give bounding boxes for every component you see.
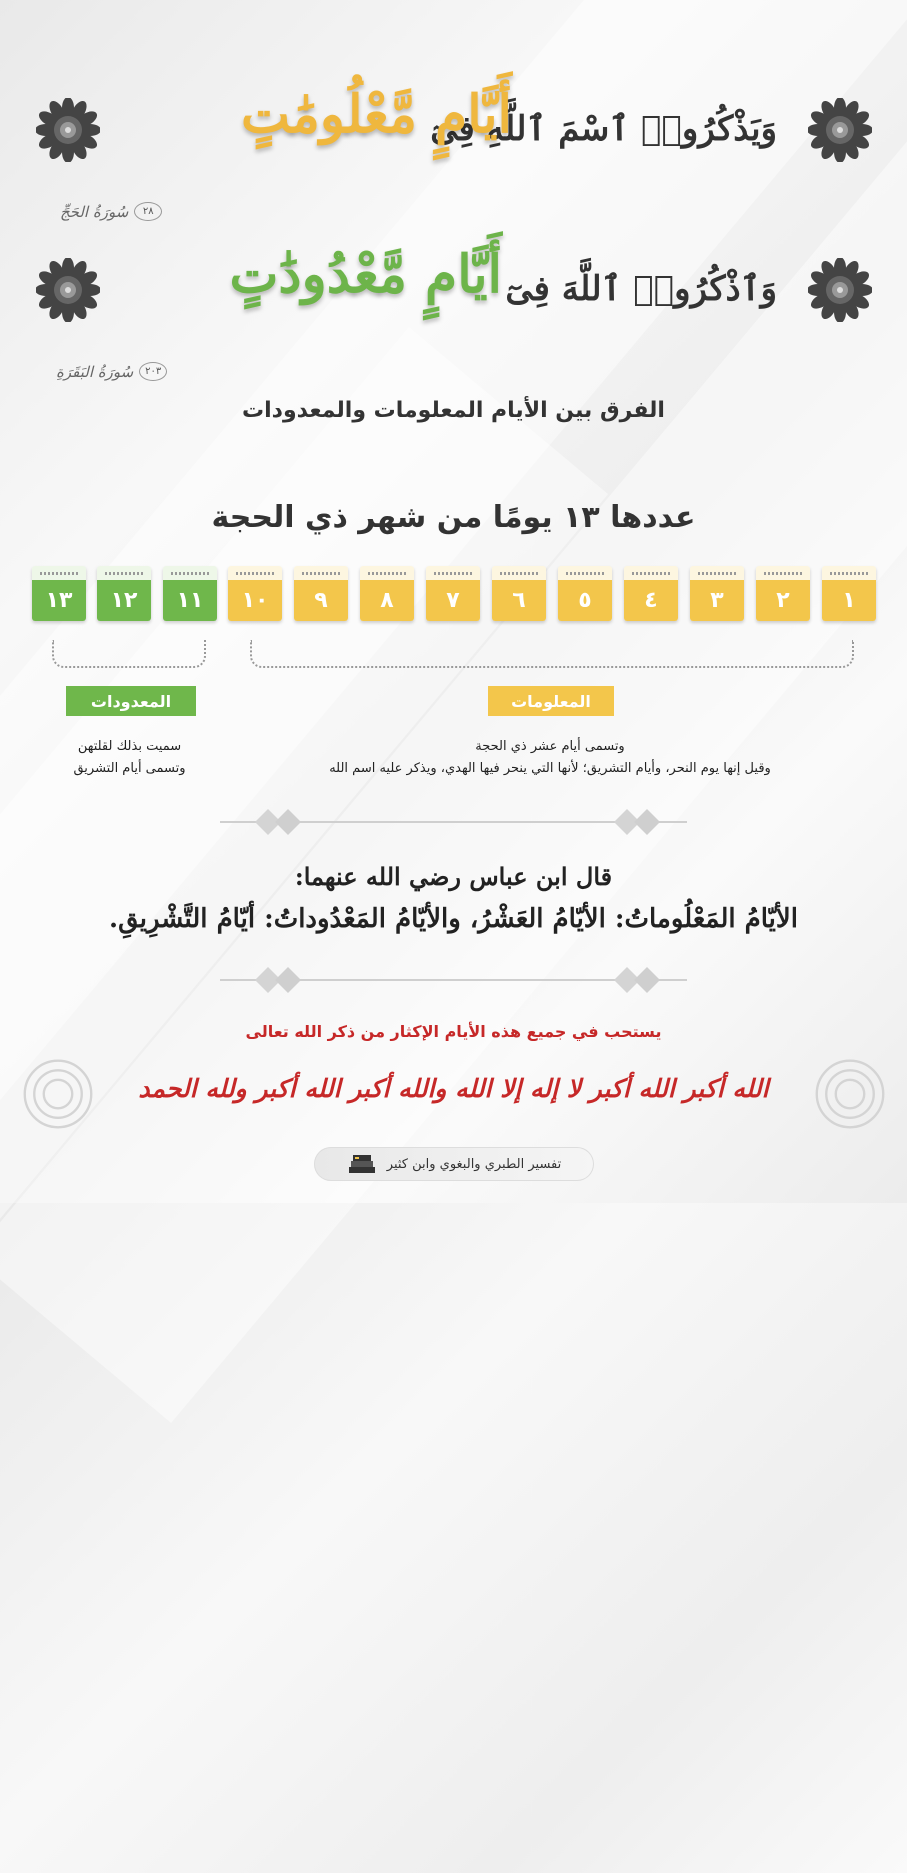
ornamental-divider: [220, 802, 687, 842]
day-number: ٢: [756, 580, 810, 621]
day-number: ٦: [492, 580, 546, 621]
surah-name: سُورَةُ الحَجِّ: [60, 202, 129, 221]
verse2-surah-ref: [56, 362, 167, 381]
verse2-prefix: وَٱذْكُرُوا۟ ٱللَّهَ فِىٓ: [505, 269, 777, 309]
day-tile: [360, 566, 414, 621]
day-tile: [558, 566, 612, 621]
day-number: ٤: [624, 580, 678, 621]
day-number: ١٣: [32, 580, 86, 621]
day-number: ١٠: [228, 580, 282, 621]
day-number: ٧: [426, 580, 480, 621]
count-heading: عددها ١٣ يومًا من شهر ذي الحجة: [211, 500, 696, 535]
day-tile: [624, 566, 678, 621]
maloomat-line1: وتسمى أيام عشر ذي الحجة: [475, 739, 625, 754]
mandala-ornament-icon: [36, 98, 100, 162]
day-tile: [163, 566, 217, 621]
day-number: ١: [822, 580, 876, 621]
day-number: ١٢: [97, 580, 151, 621]
day-tile: [756, 566, 810, 621]
mandala-ornament-icon: [808, 258, 872, 322]
madoodat-bracket: [52, 640, 206, 668]
maloomat-bracket: [250, 640, 854, 668]
ornamental-divider: [220, 960, 687, 1000]
day-tile: [426, 566, 480, 621]
madoodat-description: [42, 736, 217, 780]
verse2-highlight: أَيَّامٍ مَّعْدُودَٰتٍ: [229, 244, 502, 305]
day-tile: [294, 566, 348, 621]
day-tile: [32, 566, 86, 621]
mandala-ornament-icon: [36, 258, 100, 322]
dhikr-note: يستحب في جميع هذه الأيام الإكثار من ذكر الله تعالى: [245, 1022, 662, 1041]
day-tile: [228, 566, 282, 621]
verse1-surah-ref: [60, 202, 162, 221]
subtitle: الفرق بين الأيام المعلومات والمعدودات: [242, 398, 665, 423]
day-number: ٨: [360, 580, 414, 621]
maloomat-line2: وقيل إنها يوم النحر، وأيام التشريق؛ لأنها التي ينحر فيها الهدي، ويذكر عليه اسم الله: [329, 761, 771, 776]
books-icon: [347, 1153, 377, 1175]
ayah-number: ٢٨: [134, 202, 162, 221]
mandala-ornament-icon: [808, 98, 872, 162]
maloomat-label: المعلومات: [488, 686, 614, 716]
quote-attribution: قال ابن عباس رضي الله عنهما:: [294, 862, 613, 891]
day-tile: [97, 566, 151, 621]
day-tiles: [32, 566, 876, 622]
day-tile: [492, 566, 546, 621]
day-number: ١١: [163, 580, 217, 621]
ayah-number: ٢٠٣: [139, 362, 167, 381]
quote-text: الأيّامُ المَعْلُوماتُ: الأيّامُ العَشْرُ، والأيّامُ المَعْدُوداتُ: أيّامُ التَّشْرِيقِ.: [109, 904, 798, 934]
takbir-text: الله أكبر الله أكبر لا إله إلا الله والله أكبر الله أكبر ولله الحمد: [138, 1074, 769, 1103]
day-tile: [822, 566, 876, 621]
surah-name: سُورَةُ البَقَرَةِ: [56, 362, 134, 381]
reference-pill: [314, 1147, 594, 1181]
madoodat-line2: وتسمى أيام التشريق: [73, 761, 186, 776]
day-tile: [690, 566, 744, 621]
reference-text: تفسير الطبري والبغوي وابن كثير: [386, 1156, 562, 1172]
madoodat-line1: سميت بذلك لقلتهن: [77, 739, 182, 754]
verse1-prefix: وَيَذْكُرُوا۟ ٱسْمَ ٱللَّهِ فِىٓ: [430, 109, 777, 149]
verse1-highlight: أَيَّامٍ مَّعْلُومَٰتٍ: [241, 84, 512, 145]
madoodat-label: المعدودات: [66, 686, 196, 716]
day-number: ٣: [690, 580, 744, 621]
maloomat-description: [250, 736, 850, 780]
day-number: ٥: [558, 580, 612, 621]
day-number: ٩: [294, 580, 348, 621]
